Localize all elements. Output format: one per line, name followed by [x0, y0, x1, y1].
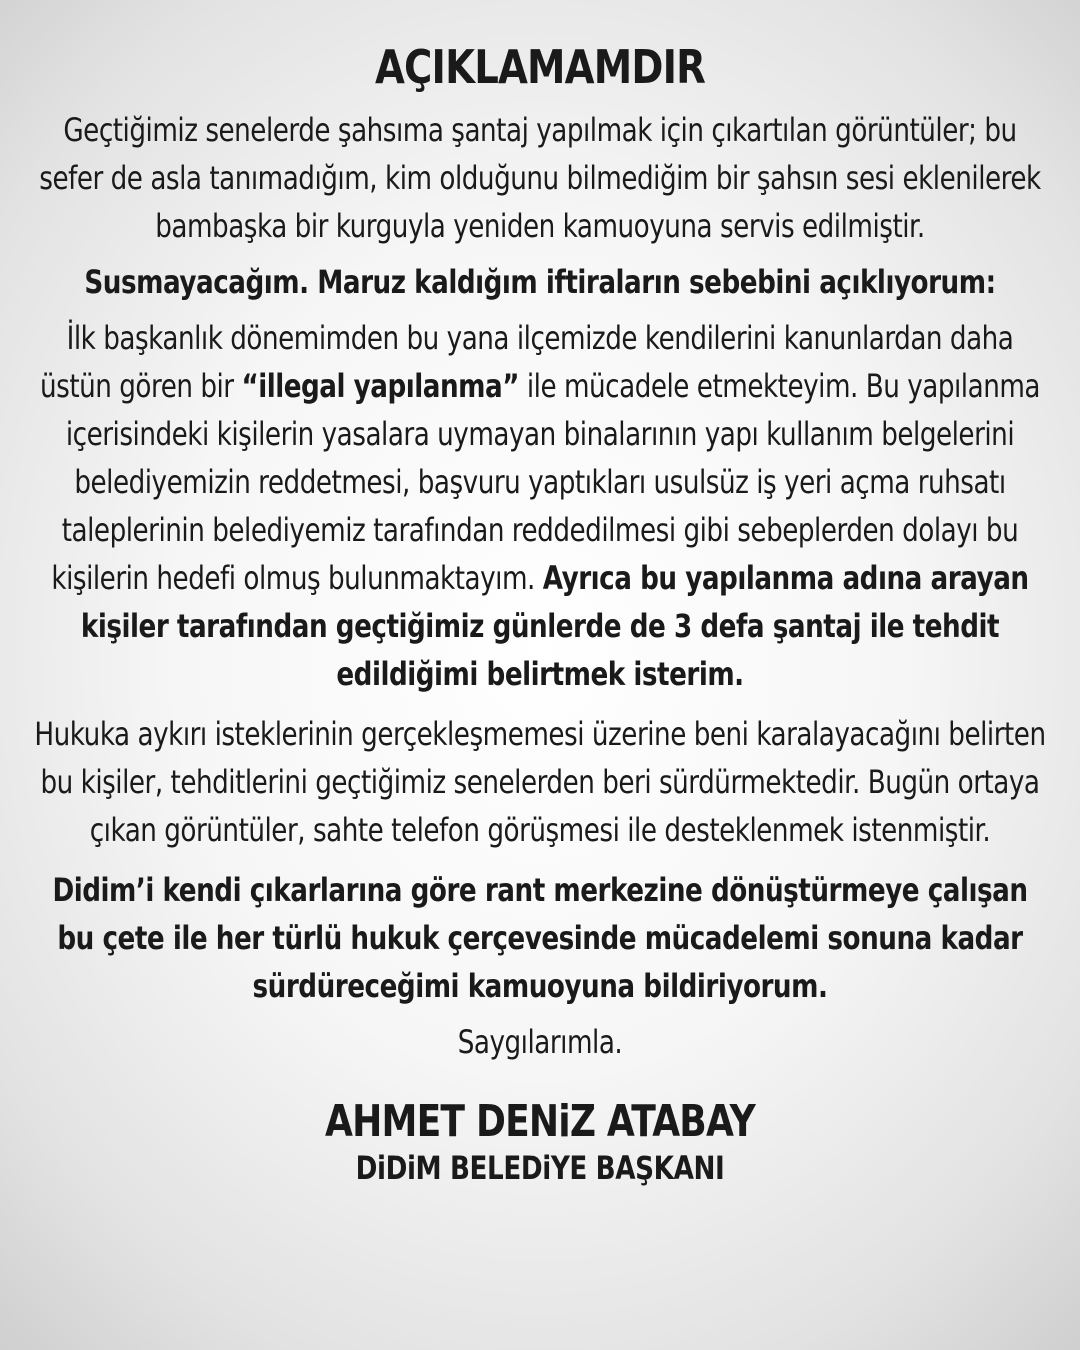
- explanation-bold-1: “illegal yapılanma”: [241, 367, 520, 405]
- explanation-text-1: İlk başkanlık dönemimden bu yana ilçemizde kendilerini kanunlardan daha üstün gören bir: [40, 319, 1014, 405]
- explanation-text-2: ile mücadele etmekteyim. Bu yapılanma içerisindeki kişilerin yasalara uymayan binalarının yapı kullanım belgelerini belediyemizin reddetmesi, başvuru yaptıkları usulsüz iş yeri açma ruhsatı taleplerinin belediyemiz tarafından reddedilmesi gibi sebeplerden dolayı bu kişilerin hedefi olmuş bulunmaktayım.: [51, 367, 1040, 597]
- paragraph-declaration: [32, 866, 1049, 1010]
- paragraph-declaration-text: Didim’i kendi çıkarlarına göre rant merkezine dönüştürmeye çalışan bu çete ile her türlü hukuk çerçevesinde mücadelemi sonuna kadar sürdüreceğimi kamuoyuna bildiriyorum.: [52, 871, 1028, 1005]
- statement-title: AÇIKLAMAMDIR: [374, 40, 706, 94]
- paragraph-heading-text: Susmayacağım. Maruz kaldığım iftiraların sebebini açıklıyorum:: [84, 263, 996, 301]
- statement-document: [30, 40, 1050, 1188]
- paragraph-intro: Geçtiğimiz senelerde şahsıma şantaj yapılmak için çıkartılan görüntüler; bu sefer de asla tanımadığım, kim olduğunu bilmediğim bir şahsın sesi eklenilerek bambaşka bir kurguyla yeniden kamuoyuna servis edilmiştir.: [39, 111, 1041, 245]
- signer-title: DiDiM BELEDiYE BAŞKANI: [355, 1149, 725, 1187]
- paragraph-threats: Hukuka aykırı isteklerinin gerçekleşmemesi üzerine beni karalayacağını belirten bu kişiler, tehditlerini geçtiğimiz senelerden beri sürdürmektedir. Bugün ortaya çıkan görüntüler, sahte telefon görüşmesi ile desteklenmek istenmiştir.: [34, 715, 1046, 849]
- signer-name: AHMET DENiZ ATABAY: [325, 1096, 755, 1147]
- explanation-bold-2: Ayrıca bu yapılanma adına arayan kişiler tarafından geçtiğimiz günlerde de 3 defa şantaj ile tehdit edildiğimi belirtmek isterim.: [80, 559, 1029, 693]
- paragraph-heading: [32, 258, 1049, 306]
- paragraph-explanation: [32, 314, 1049, 698]
- closing-salutation: Saygılarımla.: [457, 1023, 623, 1061]
